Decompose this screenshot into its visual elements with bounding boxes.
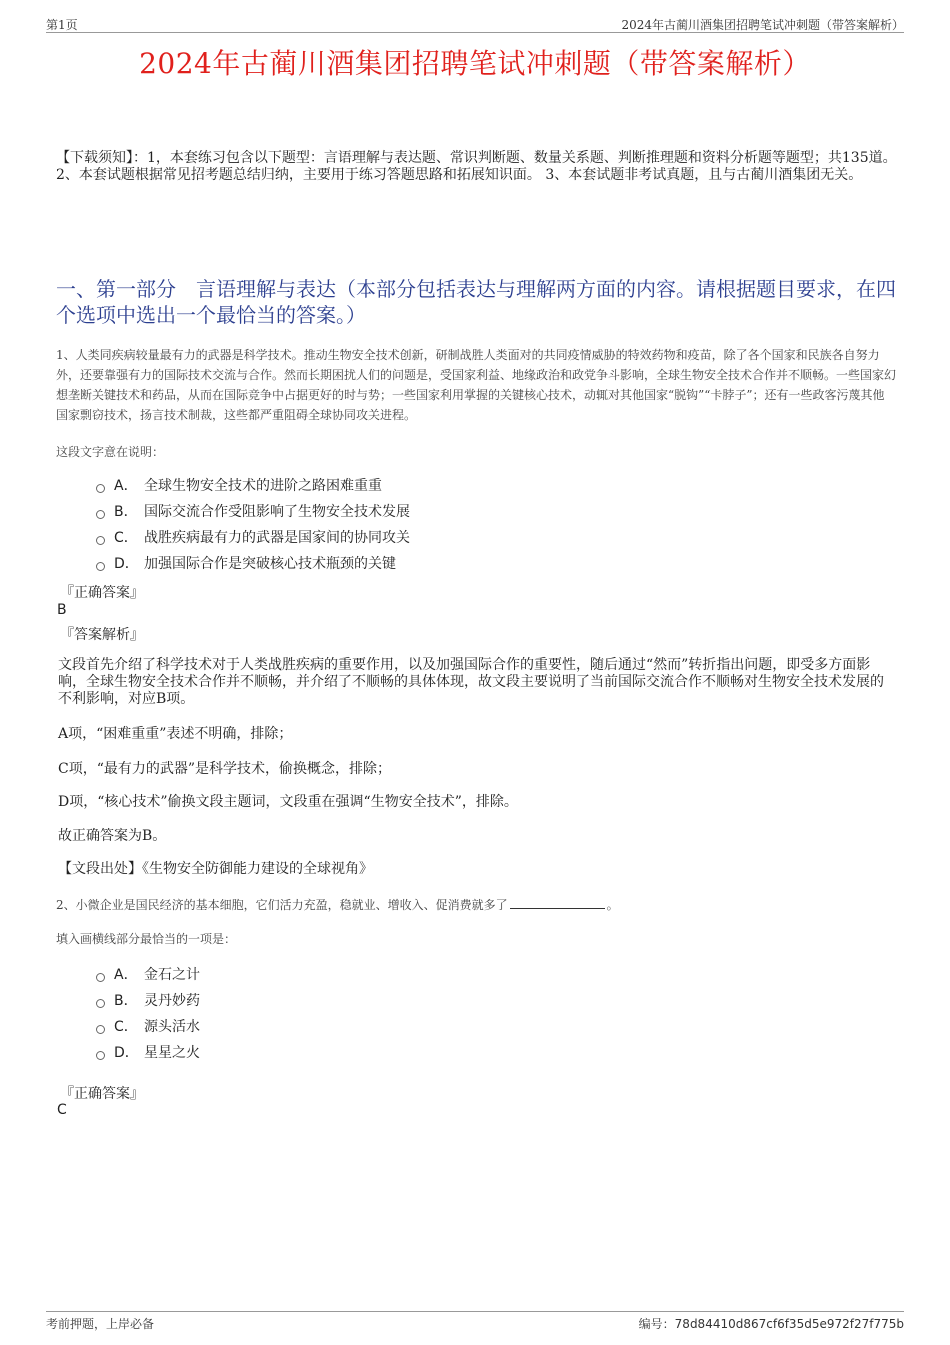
correct-answer-label: 『正确答案』 [60, 1086, 144, 1102]
footer-slogan: 考前押题，上岸必备 [46, 1317, 155, 1331]
analysis-note-a: A项，“困难重重”表述不明确，排除； [58, 726, 293, 742]
page-title: 2024年古蔺川酒集团招聘笔试冲刺题（带答案解析） [139, 47, 811, 80]
radio-button[interactable] [96, 536, 105, 545]
analysis-note-c: C项，“最有力的武器”是科学技术，偷换概念，排除； [58, 761, 392, 777]
option-text: 国际交流合作受阻影响了生物安全技术发展 [144, 504, 410, 520]
analysis-conclusion: 故正确答案为B。 [58, 828, 167, 844]
question-1-options [96, 472, 410, 576]
radio-button[interactable] [96, 973, 105, 982]
correct-answer: B [57, 602, 67, 618]
header-doc-title: 2024年古蔺川酒集团招聘笔试冲刺题（带答案解析） [621, 18, 904, 32]
option-d[interactable]: D． 星星之火 [96, 1039, 200, 1065]
question-2-text: 2、小微企业是国民经济的基本细胞，它们活力充盈，稳就业、增收入、促消费就多了 。 [56, 898, 619, 912]
correct-answer: C [57, 1102, 67, 1118]
analysis-label: 『答案解析』 [60, 627, 144, 643]
option-text: 灵丹妙药 [144, 993, 200, 1009]
option-text: 全球生物安全技术的进阶之路困难重重 [144, 478, 382, 494]
option-text: 战胜疾病最有力的武器是国家间的协同攻关 [144, 530, 410, 546]
question-2-prompt: 填入画横线部分最恰当的一项是： [56, 932, 237, 946]
page-number: 第1页 [46, 18, 78, 32]
option-d[interactable]: D． 加强国际合作是突破核心技术瓶颈的关键 [96, 550, 410, 576]
analysis-note-d: D项，“核心技术”偷换文段主题词，文段重在强调“生物安全技术”，排除。 [58, 794, 518, 810]
radio-button[interactable] [96, 484, 105, 493]
section-heading: 一、第一部分 言语理解与表达（本部分包括表达与理解两方面的内容。请根据题目要求，在四个选项中选出一个最恰当的答案。） [56, 277, 896, 327]
option-a[interactable]: A． 金石之计 [96, 961, 200, 987]
document-id: 编号：78d84410d867cf6f35d5e972f27f775b [638, 1317, 904, 1331]
option-b[interactable]: B． 灵丹妙药 [96, 987, 200, 1013]
question-1-prompt: 这段文字意在说明： [56, 445, 165, 459]
radio-button[interactable] [96, 1051, 105, 1060]
option-text: 加强国际合作是突破核心技术瓶颈的关键 [144, 556, 396, 572]
option-a[interactable]: A． 全球生物安全技术的进阶之路困难重重 [96, 472, 410, 498]
question-2-options [96, 961, 200, 1065]
radio-button[interactable] [96, 1025, 105, 1034]
option-c[interactable]: C． 源头活水 [96, 1013, 200, 1039]
question-1-text: 1、人类同疾病较量最有力的武器是科学技术。推动生物安全技术创新，研制战胜人类面对的共同疫情威胁的特效药物和疫苗，除了各个国家和民族各自努力外，还要靠强有力的国际技术交流与合作。然而长期困扰人们的问题是，受国家利益、地缘政治和政党争斗影响，全球生物安全技术合作并不顺畅。一些国家幻想垄断关键技术和药品，从而在国际竞争中占据更好的时与势；一些国家利用掌握的关键核心技术，动辄对其他国家“脱钩”“卡脖子”；还有一些政客污蔑其他国家剽窃技术，扬言技术制裁，这些都严重阻碍全球协同攻关进程。 [56, 348, 897, 422]
analysis-text: 文段首先介绍了科学技术对于人类战胜疾病的重要作用，以及加强国际合作的重要性，随后通过“然而”转折指出问题，即受多方面影响，全球生物安全技术合作并不顺畅，并介绍了不顺畅的具体体现，故文段主要说明了当前国际交流合作不顺畅对生物安全技术发展的不利影响，对应B项。 [58, 657, 884, 707]
option-text: 星星之火 [144, 1045, 200, 1061]
option-b[interactable]: B． 国际交流合作受阻影响了生物安全技术发展 [96, 498, 410, 524]
fill-blank [510, 898, 605, 909]
passage-source: 【文段出处】《生物安全防御能力建设的全球视角》 [58, 861, 373, 877]
correct-answer-label: 『正确答案』 [60, 585, 144, 601]
page-footer [46, 1311, 904, 1332]
option-c[interactable]: C． 战胜疾病最有力的武器是国家间的协同攻关 [96, 524, 410, 550]
option-text: 源头活水 [144, 1019, 200, 1035]
download-notice: 【下载须知】：1，本套练习包含以下题型：言语理解与表达题、常识判断题、数量关系题、判断推理题和资料分析题等题型；共135道。 2、本套试题根据常见招考题总结归纳，主要用于练习答题思路和拓展知识面。 3、本套试题非考试真题，且与古蔺川酒集团无关。 [56, 150, 897, 183]
radio-button[interactable] [96, 562, 105, 571]
page-header [46, 14, 904, 33]
radio-button[interactable] [96, 999, 105, 1008]
option-text: 金石之计 [144, 967, 200, 983]
radio-button[interactable] [96, 510, 105, 519]
